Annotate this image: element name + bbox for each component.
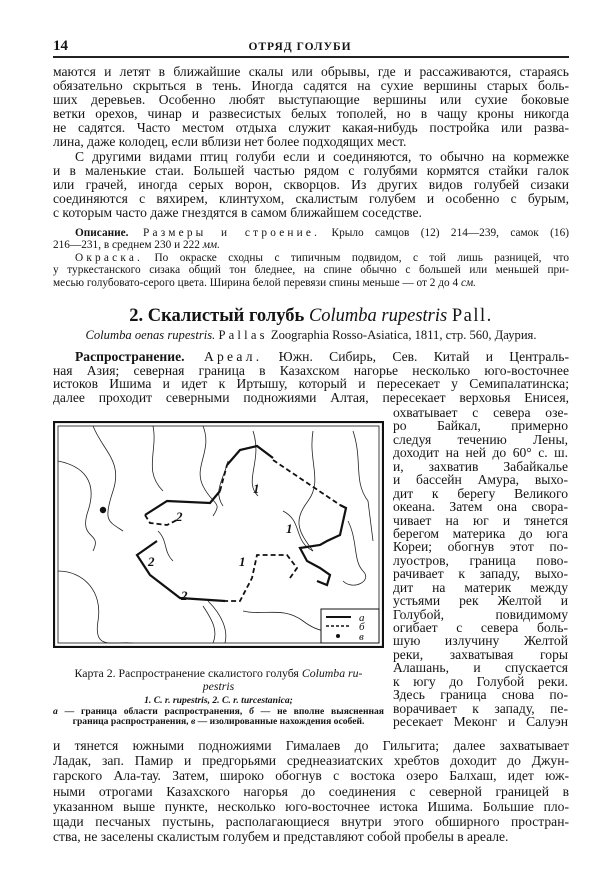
text-segment: 216—231, в среднем 230 и 222: [53, 239, 203, 252]
text-line: [53, 227, 569, 239]
text-line: у туркестанского сизака общий тон бледнее, на спине обычно с большей или меньшей при-: [53, 264, 569, 277]
text-line: океана. Затем она свора-: [393, 499, 568, 515]
text-segment: Распространение.: [75, 349, 185, 364]
text-line: рачивает к западу, выхо-: [393, 566, 568, 582]
map-legend: [321, 609, 379, 643]
distribution-column: [393, 406, 568, 729]
text-line: Алашань, и спускается: [393, 660, 568, 676]
text-line: указанном выше пункте, несколько юго-восточнее истока Ишима. Большие пло-: [53, 798, 569, 814]
paragraph: [53, 252, 569, 289]
paragraph: [53, 150, 569, 220]
legend-b-letter: б: [249, 705, 254, 717]
text-line: доходит на ней до 60° с. ш.: [393, 445, 568, 461]
description-text: [53, 227, 569, 289]
distribution-text: [53, 350, 569, 404]
caption-title: [53, 667, 384, 693]
range-map: [53, 421, 384, 648]
text-line: истоков Ишима и идет к Иртышу, который и пересекает у Семипалатинска;: [53, 376, 569, 392]
legend-letter-a: а: [359, 612, 365, 624]
text-line: дит на материк между: [393, 579, 568, 595]
text-line: обязательно скрыться в тень. Иногда садятся на сухие вершины старых боль-: [53, 78, 569, 94]
text-line: и бассейн Амура, выхо-: [393, 472, 568, 488]
species-heading: [53, 306, 569, 327]
text-segment: Ареал.: [184, 349, 263, 364]
legend-c-text: — изолированные нахождения особей.: [195, 716, 365, 727]
text-line: соединяются с вяхирем, клинтухом, скалистым голубем и особенно с бурым,: [53, 190, 569, 206]
synonym-line: [53, 328, 569, 343]
text-line: устьями рек Желтой и: [393, 593, 568, 609]
legend-b-text: — не вполне выясненная: [253, 705, 384, 717]
legend-letter-b: б: [359, 621, 365, 633]
text-segment: Южн. Сибирь, Сев. Китай и Централь-: [262, 349, 569, 364]
text-line: и в маленькие стаи. Большей частью рядом с голубями кормятся стайки галок: [53, 162, 569, 178]
legend-c-letter: в: [190, 716, 196, 727]
text-line: С другими видами птиц голуби если и соединяются, то обычно на кормежке: [75, 148, 569, 164]
text-line: маются и летят в ближайшие скалы или обрывы, где и рассаживаются, стараясь: [53, 64, 569, 79]
text-line: луостров, граница пово-: [393, 552, 568, 568]
text-line: берегом материка до юга: [393, 525, 568, 541]
synonym-reference: Zoographia Rosso-Asiatica, 1811, стр. 560, Даурия.: [270, 328, 537, 342]
text-line: [53, 239, 569, 251]
map-label-2: 2: [181, 588, 188, 603]
text-line: [53, 252, 569, 264]
map-label-1: 1: [253, 481, 260, 496]
running-title: ОТРЯД ГОЛУБИ: [248, 41, 352, 53]
legend-a-letter: а: [53, 705, 58, 717]
page-number: 14: [53, 38, 68, 54]
text-line: не садятся. Часто местом отдыха служит какая-нибудь постройка или разва-: [53, 120, 569, 136]
text-line: [53, 277, 569, 289]
text-line: ными отрогами Казахского нагорья до соединения с северной границей в: [53, 783, 569, 799]
text-line: следуя течению Лены,: [393, 431, 568, 447]
text-line: Ладак, зап. Памир и предгорьями среднеазиатских хребтов доходит до Джун-: [53, 753, 569, 769]
text-segment: Размеры и строение.: [128, 227, 321, 239]
caption-title-text: Карта 2. Распространение скалистого голубя: [74, 666, 302, 680]
text-line: и, захватив Забайкалье: [393, 458, 568, 474]
text-line: чивает на юг и тянется: [393, 512, 568, 528]
paragraph-continued: [393, 406, 568, 729]
intro-text: [53, 65, 569, 220]
header-rule: [53, 56, 569, 58]
synonym-author: Pallas: [218, 328, 268, 342]
map-label-1: 1: [286, 521, 293, 536]
text-line: ро Байкал, примерно: [393, 418, 568, 434]
isolated-record-dot: [100, 507, 106, 513]
text-line: [53, 350, 569, 364]
text-line: и тянется южными подножиями Гималаев до Гильгита; далее захватывает: [53, 738, 569, 753]
distribution-text-bottom: [53, 738, 569, 844]
legend-b-text-continued: граница распространения,: [72, 716, 191, 727]
text-line: с которым часто даже гнездятся в самом ближайшем соседстве.: [53, 204, 422, 220]
text-line: огибает с севера боль-: [393, 620, 568, 635]
legend-letter-c: в: [359, 631, 364, 643]
text-line: дит к берегу Великого: [393, 485, 568, 501]
text-line: к югу до Голубой реки.: [393, 673, 568, 689]
text-line: Кореи; обогнув этот по-: [393, 539, 568, 555]
text-segment: Описание.: [75, 227, 129, 239]
paragraph: [53, 65, 569, 150]
text-line: далее проходит северными подножиями Алтая, пересекает верховья Енисея,: [53, 389, 569, 405]
text-line: ветки орехов, чинар и развесистых белых тополей, но в чащу кроны никогда: [53, 106, 569, 122]
text-line: ресекает Меконг и Салуэн: [393, 714, 568, 730]
species-latin: Columba rupestris: [308, 306, 448, 326]
text-segment: По окраске сходны с типичным подвидом, с той лишь разницей, что: [143, 251, 569, 264]
text-line: ства, не заселены скалистым голубем и представляют собой пробелы в ареале.: [53, 829, 509, 845]
text-line: ная Азия; северная граница в Казахском нагорье несколько юго-восточнее: [53, 362, 569, 378]
text-line: или грачей, иногда серых ворон, скворцов. Из других видов голубей сизаки: [53, 176, 569, 192]
paragraph: [53, 227, 569, 252]
synonym-latin: Columba oenas rupestris.: [85, 328, 216, 342]
text-segment: Окраска.: [75, 251, 144, 264]
text-line: лина, даже колодец, если вблизи нет более подходящих мест.: [53, 134, 407, 150]
caption-subspecies: 1. C. r. rupestris, 2. C. r. turcestanica;: [144, 695, 293, 706]
map-label-1: 1: [239, 554, 246, 569]
caption-latin-continued: pestris: [202, 679, 235, 693]
paragraph: [53, 350, 569, 404]
text-line: шую излучину Желтой: [393, 633, 568, 649]
text-segment: мм.: [202, 239, 220, 252]
text-line: ших деревьев. Особенно любят выступающие вершины или сухие боковые: [53, 92, 569, 108]
species-author: Pall.: [451, 306, 493, 326]
text-line: реки, захватывая горы: [393, 646, 568, 662]
text-line: гарского Ала-тау. Затем, широко обогнув с востока озеро Балхаш, идет юж-: [53, 768, 569, 784]
text-line: щади песчаных пустынь, располагающиеся внутри этого обширного простран-: [53, 813, 569, 829]
map-caption: [53, 667, 384, 728]
map-label-2: 2: [176, 509, 183, 524]
text-segment: см.: [460, 276, 477, 289]
map-label-2: 2: [148, 554, 155, 569]
text-segment: месью голубовато-серого цвета. Ширина белой перевязи спины меньше — от 2 до 4: [53, 276, 461, 289]
species-name: 2. Скалистый голубь: [129, 306, 305, 326]
caption-legend: [53, 696, 384, 728]
text-line: Здесь граница снова по-: [393, 687, 568, 703]
paragraph-continued: [53, 738, 569, 844]
legend-a-text: — граница области распространения,: [57, 705, 250, 717]
text-line: Голубой, повидимому: [393, 606, 568, 622]
text-segment: Крыло самцов (12) 214—239, самок (16): [320, 227, 569, 239]
text-line: охватывает с севера озе-: [393, 405, 568, 420]
caption-latin: Columba ru-: [301, 666, 363, 680]
text-line: ворачивает к западу, пе-: [393, 700, 568, 716]
